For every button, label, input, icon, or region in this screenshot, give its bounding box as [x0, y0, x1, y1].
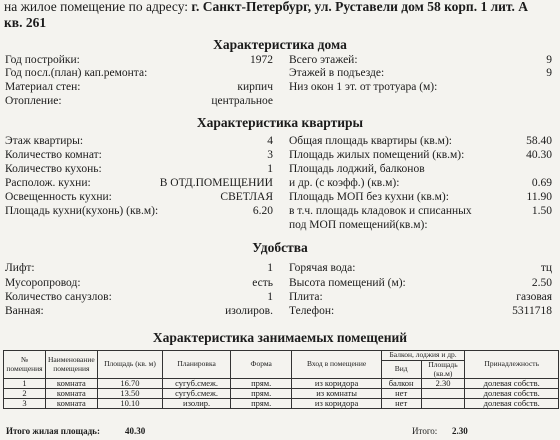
room-entry: из коридора — [292, 399, 381, 409]
amen-label-elevator: Лифт: — [5, 262, 35, 274]
amenities-section-title: Удобства — [252, 240, 308, 255]
room-name: комната — [45, 389, 97, 399]
amen-label-bathrooms: Количество санузлов: — [5, 291, 112, 303]
apt-label-storage-1: в т.ч. площадь кладовок и списанных — [289, 205, 472, 217]
table-row — [4, 399, 559, 409]
apt-value-living-area: 40.30 — [526, 149, 552, 161]
amen-label-stove: Плита: — [289, 291, 323, 303]
amen-label-bath: Ванная: — [5, 305, 44, 317]
apt-label-total-area: Общая площадь квартиры (кв.м): — [289, 135, 452, 147]
amen-value-ceiling: 2.50 — [531, 277, 552, 289]
amen-value-bath: изолиров. — [225, 305, 273, 317]
room-layout: сугуб.смеж. — [163, 389, 231, 399]
apt-label-kitchen-area: Площадь кухни(кухонь) (кв.м): — [5, 205, 159, 217]
apt-label-floor: Этаж квартиры: — [5, 135, 84, 147]
house-label-walls: Материал стен: — [5, 81, 81, 93]
room-balcony-type: балкон — [381, 379, 421, 389]
house-label-floors: Всего этажей: — [289, 54, 358, 66]
amen-label-ceiling: Высота помещений (м): — [289, 277, 406, 289]
col-header-shape: Форма — [230, 351, 291, 379]
house-label-entrance-floors: Этажей в подъезде: — [289, 67, 385, 79]
apt-label-kitchen-light: Освещенность кухни: — [5, 191, 112, 203]
apt-value-mop: 11.90 — [526, 191, 552, 203]
apt-value-total-area: 58.40 — [526, 135, 552, 147]
col-header-ownership: Принадлежность — [465, 351, 559, 379]
room-area: 13.50 — [97, 389, 163, 399]
col-header-num: № помещения — [4, 351, 46, 379]
total-living-label: Итого жилая площадь: — [6, 426, 100, 436]
amen-label-phone: Телефон: — [289, 305, 335, 317]
apt-label-balcony-2: и др. (с коэфф.) (кв.м): — [289, 177, 400, 189]
room-balcony-type: нет — [381, 389, 421, 399]
room-layout: сугуб.смеж. — [163, 379, 231, 389]
room-num: 2 — [4, 389, 46, 399]
total-balcony-label: Итого: — [412, 426, 438, 436]
room-balcony-area: 2.30 — [421, 379, 465, 389]
room-name: комната — [45, 379, 97, 389]
room-shape: прям. — [230, 389, 291, 399]
room-num: 3 — [4, 399, 46, 409]
house-value-floors: 9 — [546, 54, 552, 66]
apt-value-kitchen-area: 6.20 — [252, 205, 273, 217]
house-section-title: Характеристика дома — [213, 37, 347, 52]
room-area: 16.70 — [97, 379, 163, 389]
apt-value-balcony: 0.69 — [531, 177, 552, 189]
col-header-balcony-group: Балкон, лоджия и др. — [381, 351, 465, 361]
total-balcony-value: 2.30 — [452, 426, 468, 436]
address-value: г. Санкт-Петербург, ул. Руставели дом 58 корп. 1 лит. А — [191, 0, 529, 14]
amen-value-hot-water: тц — [540, 262, 552, 274]
col-header-layout: Планировка — [163, 351, 231, 379]
room-shape: прям. — [230, 379, 291, 389]
apt-label-balcony-1: Площадь лоджий, балконов — [289, 163, 425, 175]
col-header-name: Наименование помещения — [45, 351, 97, 379]
col-header-balcony-area: Площадь (кв.м) — [421, 361, 465, 379]
apt-value-rooms: 3 — [267, 149, 273, 161]
apt-value-kitchens: 1 — [267, 163, 273, 175]
address-prefix: на жилое помещение по адресу: — [4, 0, 189, 14]
room-ownership: долевая собств. — [465, 389, 559, 399]
apartment-section-title: Характеристика квартиры — [196, 115, 364, 130]
amen-value-bathrooms: 1 — [267, 291, 273, 303]
apt-label-storage-2: под МОП помещений(кв.м): — [289, 219, 428, 231]
room-entry: из коридора — [292, 379, 381, 389]
apt-label-rooms: Количество комнат: — [5, 149, 102, 161]
amen-label-chute: Мусоропровод: — [5, 277, 81, 289]
rooms-section-title: Характеристика занимаемых помещений — [152, 330, 408, 345]
table-row — [4, 379, 559, 389]
house-label-window-height: Низ окон 1 эт. от тротуара (м): — [289, 81, 438, 93]
amen-value-elevator: 1 — [267, 262, 273, 274]
table-header-row — [4, 351, 559, 361]
apt-value-kitchen-location: В ОТД.ПОМЕЩЕНИИ — [159, 177, 273, 189]
house-value-year: 1972 — [250, 54, 273, 66]
house-value-heating: центральное — [211, 95, 273, 107]
apt-label-mop: Площадь МОП без кухни (кв.м): — [289, 191, 449, 203]
apt-value-kitchen-light: СВЕТЛАЯ — [220, 191, 273, 203]
room-ownership: долевая собств. — [465, 379, 559, 389]
house-value-entrance-floors: 9 — [546, 67, 552, 79]
room-shape: прям. — [230, 399, 291, 409]
room-area: 10.10 — [97, 399, 163, 409]
apt-label-kitchens: Количество кухонь: — [5, 163, 102, 175]
room-balcony-area — [421, 399, 465, 409]
amen-label-hot-water: Горячая вода: — [289, 262, 356, 274]
amen-value-chute: есть — [252, 277, 273, 289]
col-header-balcony-type: Вид — [381, 361, 421, 379]
amen-value-stove: газовая — [516, 291, 552, 303]
house-label-heating: Отопление: — [5, 95, 62, 107]
apartment-number-text: кв. 261 — [4, 15, 47, 30]
room-layout: изолир. — [163, 399, 231, 409]
room-entry: из комнаты — [292, 389, 381, 399]
total-living-value: 40.30 — [125, 426, 146, 436]
apartment-number — [4, 15, 46, 31]
room-name: комната — [45, 399, 97, 409]
col-header-entry: Вход в помещение — [292, 351, 381, 379]
apt-label-living-area: Площадь жилых помещений (кв.м): — [289, 149, 465, 161]
house-label-year: Год постройки: — [5, 54, 80, 66]
apt-label-kitchen-location: Располож. кухни: — [5, 177, 91, 189]
table-row — [4, 389, 559, 399]
apt-value-storage: 1.50 — [531, 205, 552, 217]
address-line — [4, 0, 528, 15]
house-label-repair: Год посл.(план) кап.ремонта: — [5, 67, 148, 79]
room-ownership: долевая собств. — [465, 399, 559, 409]
room-num: 1 — [4, 379, 46, 389]
apt-value-floor: 4 — [267, 135, 273, 147]
room-balcony-area — [421, 389, 465, 399]
amen-value-phone: 5311718 — [512, 305, 552, 317]
house-value-walls: кирпич — [237, 81, 273, 93]
col-header-area: Площадь (кв. м) — [97, 351, 163, 379]
room-balcony-type: нет — [381, 399, 421, 409]
rooms-table — [3, 350, 559, 409]
